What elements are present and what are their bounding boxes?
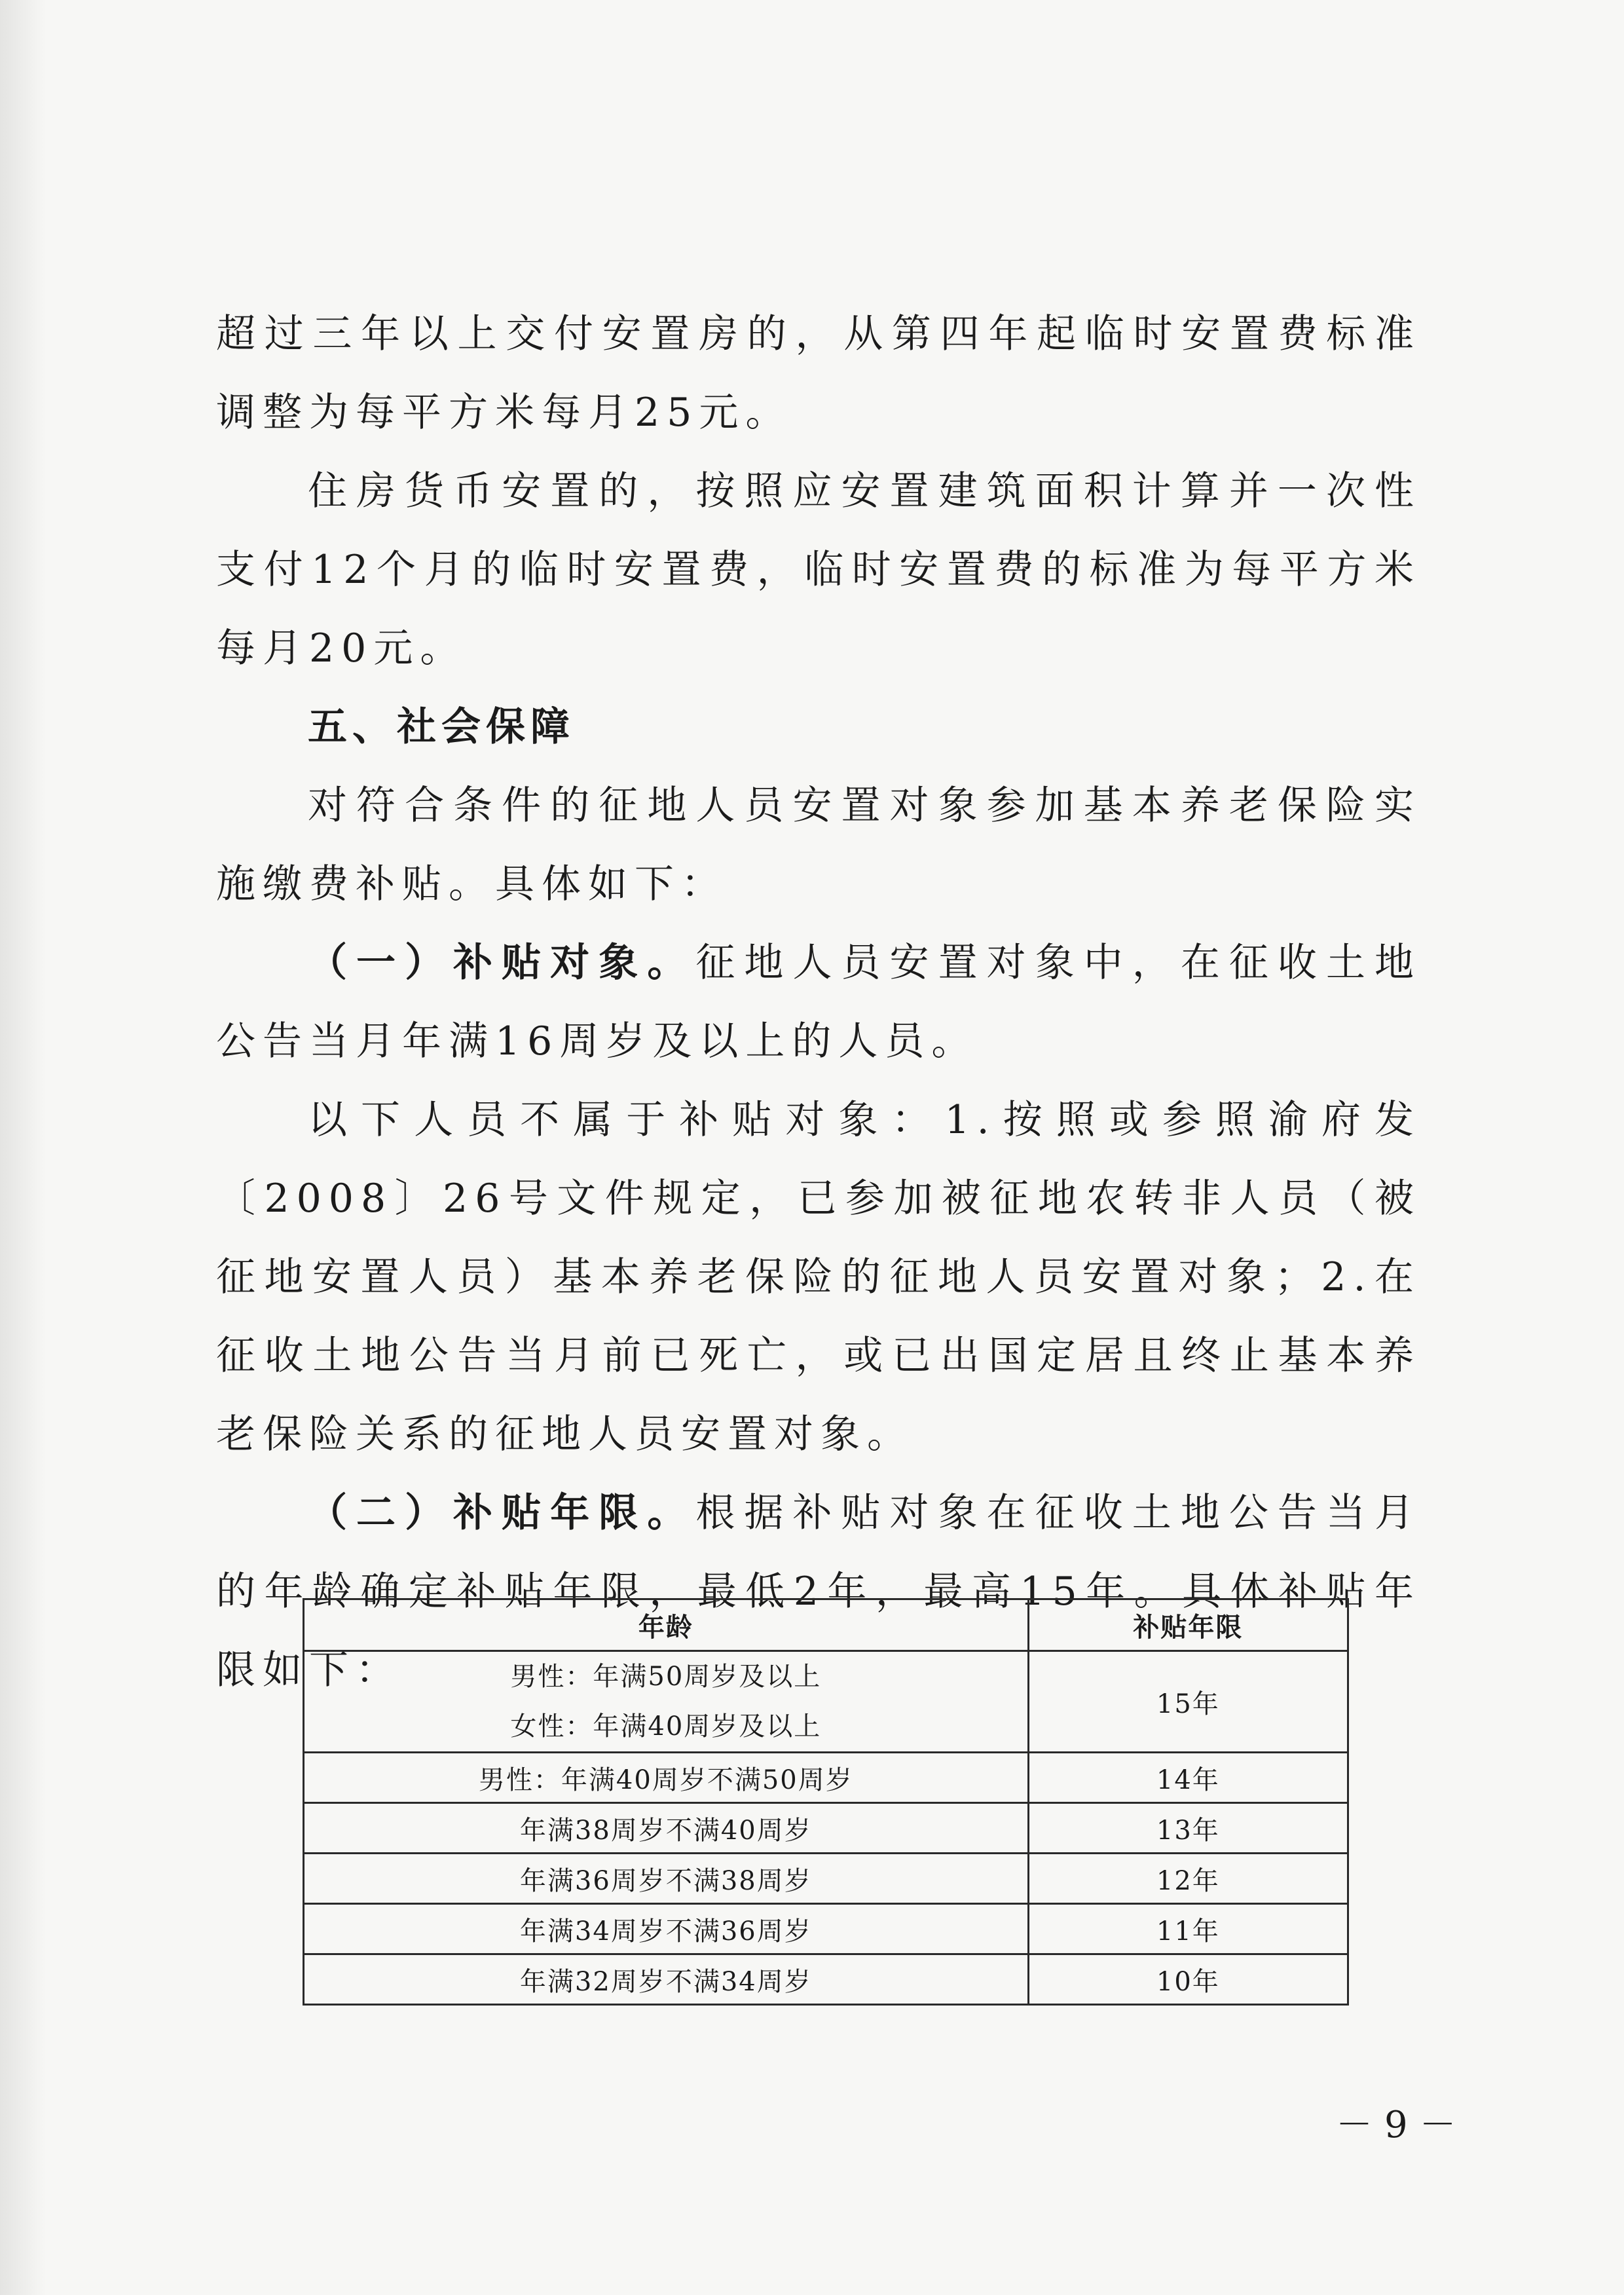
table-row <box>304 1651 1348 1753</box>
paragraph-resettlement-fee-adjustment: 超过三年以上交付安置房的，从第四年起临时安置费标准调整为每平方米每月25元。 <box>216 311 1421 436</box>
section-heading-social-security: 五、社会保障 <box>308 704 575 750</box>
subhead-subsidy-target: （一）补贴对象。 <box>308 940 696 986</box>
age-cell <box>304 1651 1029 1753</box>
paragraph-exclusions: 以下人员不属于补贴对象：1.按照或参照渝府发〔2008〕26号文件规定，已参加被征地农转非人员（被征地安置人员）基本养老保险的征地人员安置对象；2.在征收土地公告当月前已死亡，或已出国定居且终止基本养老保险关系的征地人员安置对象。 <box>216 1097 1421 1457</box>
paragraph-subsidy-target <box>216 924 1421 1081</box>
years-cell: 15年 <box>1028 1651 1348 1753</box>
subsidy-years-text: 根据补贴对象在征收土地公告当月的年龄确定补贴年限，最低2年，最高15年。具体补贴年限如下： <box>216 1490 1422 1693</box>
years-cell: 10年 <box>1028 1954 1348 2005</box>
age-cell: 年满32周岁不满34周岁 <box>304 1954 1029 2005</box>
age-line-female: 女性：年满40周岁及以上 <box>510 1711 822 1742</box>
age-cell: 年满38周岁不满40周岁 <box>304 1803 1029 1854</box>
age-cell: 男性：年满40周岁不满50周岁 <box>304 1753 1029 1803</box>
years-cell: 12年 <box>1028 1854 1348 1904</box>
header-subsidy-years: 补贴年限 <box>1028 1599 1348 1651</box>
age-line-male: 男性：年满50周岁及以上 <box>510 1662 822 1692</box>
table-row <box>304 1954 1348 2005</box>
page-number: －9－ <box>1336 2104 1468 2146</box>
age-cell: 年满34周岁不满36周岁 <box>304 1904 1029 1954</box>
table-row <box>304 1803 1348 1854</box>
document-body <box>216 295 1421 1709</box>
table-row <box>304 1753 1348 1803</box>
subhead-subsidy-years: （二）补贴年限。 <box>308 1490 696 1536</box>
paragraph-monetary-resettlement: 住房货币安置的，按照应安置建筑面积计算并一次性支付12个月的临时安置费，临时安置费的标准为每平方米每月20元。 <box>216 468 1421 671</box>
years-cell: 11年 <box>1028 1904 1348 1954</box>
table-header-row <box>304 1599 1348 1651</box>
paragraph-subsidy-intro: 对符合条件的征地人员安置对象参加基本养老保险实施缴费补贴。具体如下： <box>216 783 1421 907</box>
table-row <box>304 1854 1348 1904</box>
header-age: 年龄 <box>304 1599 1029 1651</box>
table-row <box>304 1904 1348 1954</box>
subsidy-years-table <box>303 1598 1349 2006</box>
scan-page-edge <box>0 0 46 2295</box>
years-cell: 14年 <box>1028 1753 1348 1803</box>
subsidy-target-text: 征地人员安置对象中，在征收土地公告当月年满16周岁及以上的人员。 <box>216 940 1422 1064</box>
subsidy-table-container <box>303 1598 1349 2006</box>
years-cell: 13年 <box>1028 1803 1348 1854</box>
age-cell: 年满36周岁不满38周岁 <box>304 1854 1029 1904</box>
